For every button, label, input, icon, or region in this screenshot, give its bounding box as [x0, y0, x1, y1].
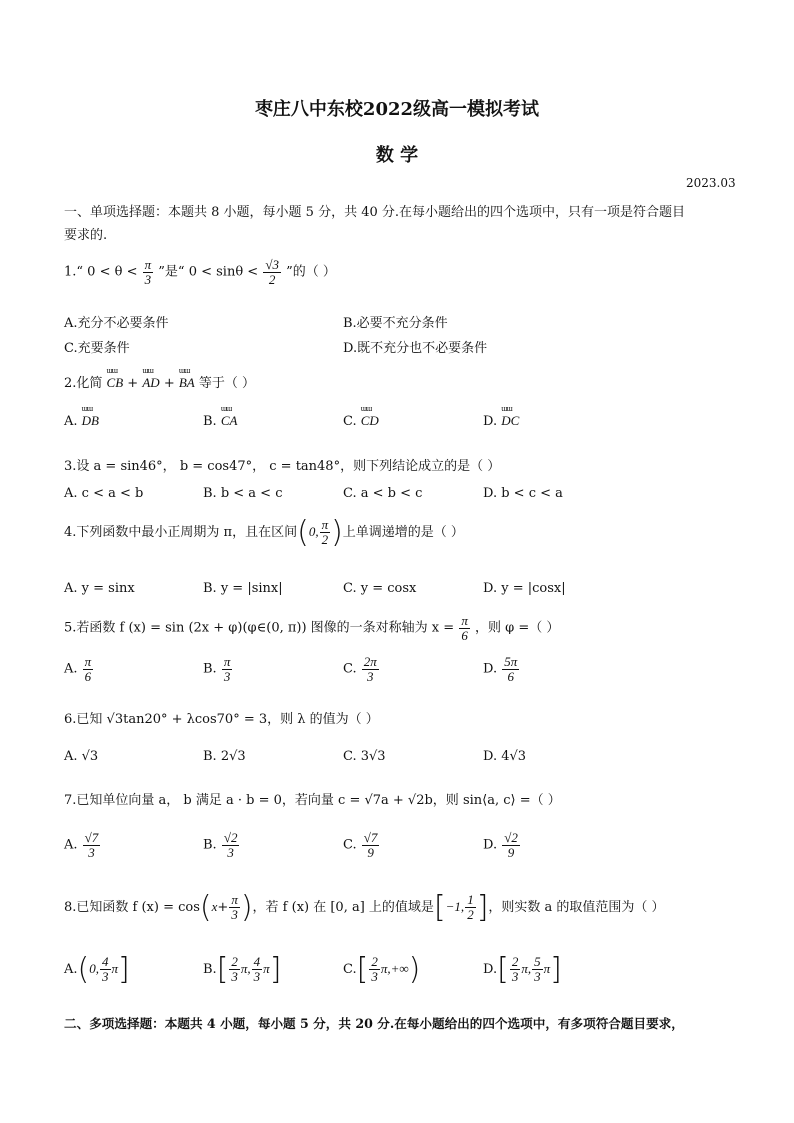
q6-option-b: B. 2√3	[203, 749, 246, 764]
q4-option-a: A. y = sinx	[64, 581, 135, 596]
q2-option-d: D. ɯɯ DC	[483, 413, 519, 429]
q7-option-b: B. $\frac{√2}{3}$	[203, 830, 238, 860]
q7-option-a: A. $\frac{√7}{3}$	[64, 830, 99, 860]
q1-part-c: ”的（ ）	[286, 264, 336, 280]
exam-title: 枣庄八中东校2022级高一模拟考试	[254, 99, 540, 120]
question-3: 3.设 a = sin46°， b = cos47°， c = tan48°，则下列结论成立的是（ ）	[64, 459, 501, 474]
q1-part-b: ”是“ 0 < sinθ <	[158, 264, 259, 280]
q3-option-c: C. a < b < c	[343, 486, 423, 501]
section1-heading: 一、单项选择题：本题共 8 小题，每小题 5 分，共 40 分.在每小题给出的四个选项中，只有一项是符合题目	[64, 205, 686, 220]
q1-part-a: 1.“ 0 < θ <	[64, 264, 138, 280]
question-6: 6.已知 √3tan20° + λcos70° = 3，则 λ 的值为（ ）	[64, 712, 379, 727]
q1-option-c: C.充要条件	[64, 341, 130, 356]
q8-stem-post: ，则实数 a 的取值范围为（ ）	[488, 900, 665, 915]
q7-option-d: D. $\frac{√2}{9}$	[483, 830, 518, 860]
question-1	[64, 258, 336, 286]
q4-option-c: C. y = cosx	[343, 581, 417, 596]
q8-option-a: A.(0, $\frac{4}{3}$ π]	[64, 952, 130, 987]
exam-date: 2023.03	[686, 176, 736, 190]
question-5: 5.若函数 f (x) = sin (2x + φ)(φ∈(0, π)) 图像的一条对称轴为 x = $\frac{\pi}{6}$ ，则 φ =（ ）	[64, 613, 560, 643]
q2-option-b: B. ɯɯ CA	[203, 413, 237, 429]
subject-title: 数 学	[375, 145, 419, 166]
q2-option-a: A. ɯɯ DB	[64, 413, 99, 429]
q3-option-a: A. c < a < b	[64, 486, 144, 501]
q5-stem-post: ，则 φ =（ ）	[474, 620, 560, 636]
q4-option-b: B. y = |sinx|	[203, 581, 283, 596]
section1-heading-cont: 要求的.	[64, 228, 108, 243]
q5-option-b: B. $\frac{\pi}{3}$	[203, 654, 231, 684]
q4-option-d: D. y = |cosx|	[483, 581, 566, 596]
question-2: 2.化简 ɯɯ CB + ɯɯ AD + ɯɯ BA 等于（ ）	[64, 372, 255, 391]
q1-option-a: A.充分不必要条件	[64, 316, 169, 331]
question-7: 7.已知单位向量 a， b 满足 a · b = 0，若向量 c = √7a + √2b，则 sin⟨a, c⟩ =（ ）	[64, 793, 561, 808]
q7-option-c: C. $\frac{√7}{9}$	[343, 830, 378, 860]
q3-option-d: D. b < c < a	[483, 486, 563, 501]
q6-option-a: A. √3	[64, 749, 99, 764]
q4-stem-post: 上单调递增的是（ ）	[342, 525, 464, 540]
q1-option-b: B.必要不充分条件	[343, 316, 448, 331]
q8-stem-mid: ，若 f (x) 在 [0, a] 上的值域是	[252, 900, 434, 915]
q2-option-c: C. ɯɯ CD	[343, 413, 379, 429]
vector-ba: ɯɯ BA	[179, 375, 195, 391]
q6-option-d: D. 4√3	[483, 749, 527, 764]
q2-stem-post: 等于（ ）	[198, 376, 256, 391]
q1-frac-pi-3: $\frac{\pi}{3}$	[144, 257, 152, 287]
q5-stem-pre: 5.若函数 f (x) = sin (2x + φ)(φ∈(0, π)) 图像的一条对称轴为 x =	[64, 620, 455, 636]
vector-cb: ɯɯ CB	[107, 375, 124, 391]
question-4: 4.下列函数中最小正周期为 π，且在区间(0, $\frac{\pi}{2}$ )上单调递增的是（ ）	[64, 515, 464, 550]
q8-option-c: C.[ $\frac{2}{3}$ π,+∞)	[343, 952, 421, 987]
q3-option-b: B. b < a < c	[203, 486, 283, 501]
question-8: 8.已知函数 f (x) = cos(x+ $\frac{\pi}{3}$ )，若 f (x) 在 [0, a] 上的值域是[−1, $\frac{1}{2}$ ]，则实数 a 的取值范围为（ ）	[64, 890, 665, 925]
q8-stem-pre: 8.已知函数 f (x) = cos	[64, 900, 200, 915]
q1-frac-sqrt3-2: $\frac{√3}{2}$	[265, 257, 279, 287]
q5-option-a: A. $\frac{\pi}{6}$	[64, 654, 92, 684]
q8-option-d: D.[ $\frac{2}{3}$ π, $\frac{5}{3}$ π]	[483, 952, 562, 987]
q5-option-d: D. $\frac{5\pi}{6}$	[483, 654, 518, 684]
q8-option-b: B.[ $\frac{2}{3}$ π, $\frac{4}{3}$ π]	[203, 952, 282, 987]
section2-heading: 二、多项选择题：本题共 4 小题，每小题 5 分，共 20 分.在每小题给出的四个选项中，有多项符合题目要求，	[64, 1016, 684, 1031]
q6-option-c: C. 3√3	[343, 749, 386, 764]
q5-option-c: C. $\frac{2\pi}{3}$	[343, 654, 377, 684]
q4-stem-pre: 4.下列函数中最小正周期为 π，且在区间	[64, 525, 298, 540]
q2-stem-pre: 2.化简	[64, 376, 103, 391]
q1-option-d: D.既不充分也不必要条件	[343, 341, 488, 356]
vector-ad: ɯɯ AD	[142, 375, 159, 391]
